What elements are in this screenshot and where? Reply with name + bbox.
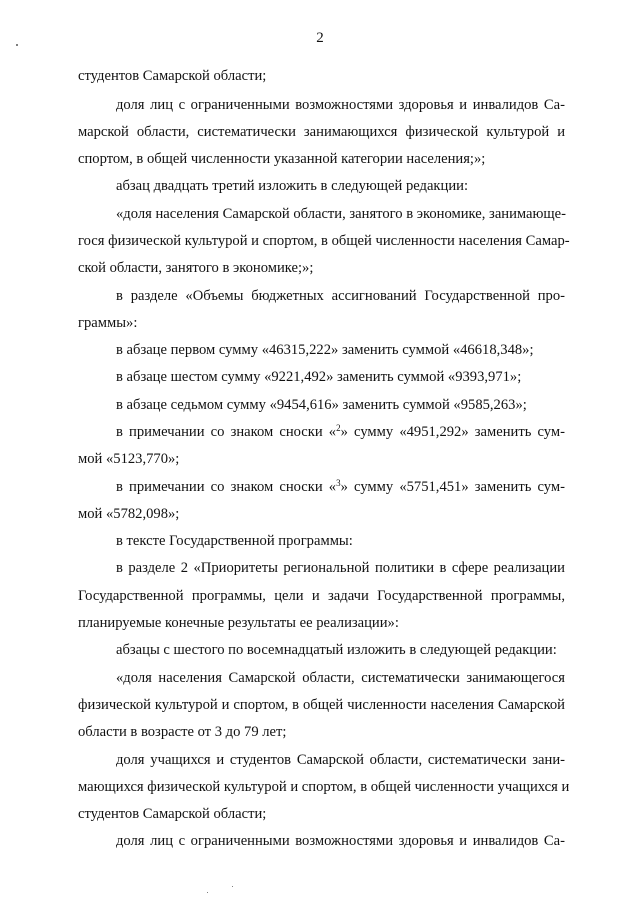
text-line: доля лиц с ограниченными возможностями здоровья и инвалидов Са- (116, 833, 565, 849)
text-line: в разделе 2 «Приоритеты региональной политики в сфере реализации (116, 560, 565, 576)
text-line: студентов Самарской области; (78, 68, 267, 84)
text-line: «доля населения Самарской области, занятого в экономике, занимающе- (116, 206, 567, 222)
text-line: мающихся физической культурой и спортом, в общей численности учащихся и (78, 779, 570, 795)
text-line: Государственной программы, цели и задачи Государственной программы, (78, 588, 565, 604)
text-line: мой «5123,770»; (78, 451, 180, 467)
footnote-mark: 3 (336, 478, 341, 488)
text-line: «доля населения Самарской области, систематически занимающегося (116, 670, 565, 686)
text-line: в абзаце шестом сумму «9221,492» заменить суммой «9393,971»; (116, 369, 522, 385)
text-line: в примечании со знаком сноски «$^2$» сумму «4951,292» заменить сум- (116, 423, 565, 440)
scan-speck (232, 886, 233, 887)
text-line: доля лиц с ограниченными возможностями здоровья и инвалидов Са- (116, 97, 565, 113)
text-line: гося физической культурой и спортом, в общей численности населения Самар- (78, 233, 570, 249)
text-line: граммы»: (78, 315, 138, 331)
text-line: студентов Самарской области; (78, 806, 267, 822)
text-line: спортом, в общей численности указанной категории населения;»; (78, 151, 486, 167)
text-line: мой «5782,098»; (78, 506, 180, 522)
text-line: доля учащихся и студентов Самарской области, систематически зани- (116, 752, 565, 768)
text-line: планируемые конечные результаты ее реализации»: (78, 615, 399, 631)
text-line: в тексте Государственной программы: (116, 533, 353, 549)
page-number: 2 (316, 30, 324, 46)
footnote-mark: 2 (336, 423, 341, 433)
text-line: марской области, систематически занимающихся физической культурой и (78, 124, 565, 140)
text-line: ской области, занятого в экономике;»; (78, 260, 314, 276)
scan-speck (16, 44, 18, 46)
text-line: абзац двадцать третий изложить в следующей редакции: (116, 178, 469, 194)
text-line: абзацы с шестого по восемнадцатый изложить в следующей редакции: (116, 642, 557, 658)
text-line: физической культурой и спортом, в общей численности населения Самарской (78, 697, 565, 713)
text-line: в примечании со знаком сноски «$^3$» сумму «5751,451» заменить сум- (116, 478, 565, 495)
text-line: области в возрасте от 3 до 79 лет; (78, 724, 287, 740)
text-line: в абзаце седьмом сумму «9454,616» заменить суммой «9585,263»; (116, 397, 527, 413)
scan-speck (207, 892, 208, 893)
text-line: в разделе «Объемы бюджетных ассигнований Государственной про- (116, 288, 565, 304)
text-line: в абзаце первом сумму «46315,222» заменить суммой «46618,348»; (116, 342, 534, 358)
